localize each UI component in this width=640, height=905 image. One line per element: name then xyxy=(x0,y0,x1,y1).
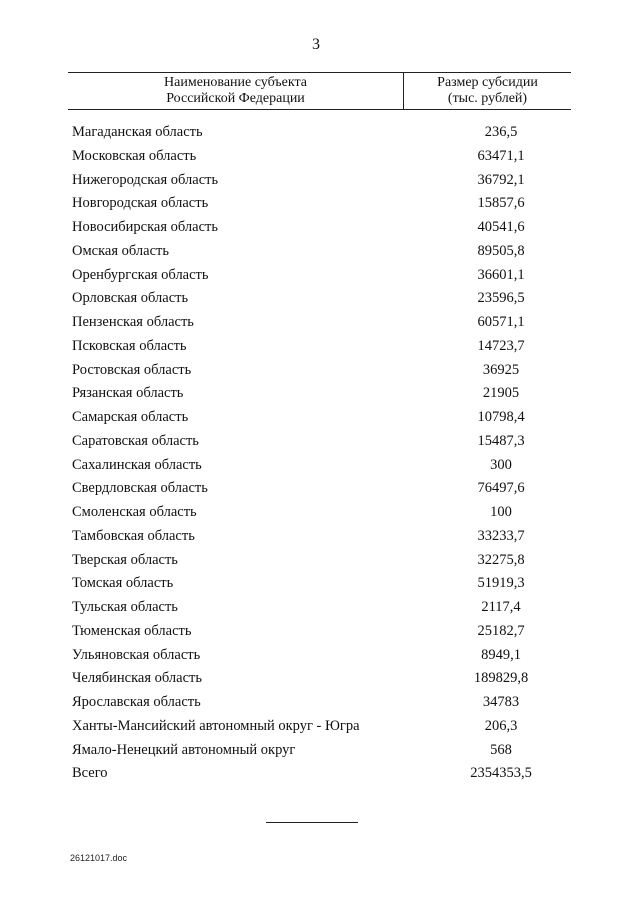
subject-name: Новгородская область xyxy=(72,195,209,212)
subject-name: Орловская область xyxy=(72,290,189,307)
table-row xyxy=(72,266,572,290)
subsidy-amount: 34783 xyxy=(482,694,520,710)
subject-name: Ямало-Ненецкий автономный округ xyxy=(72,741,296,758)
subject-name: Тюменская область xyxy=(72,622,192,639)
table-row xyxy=(72,741,572,765)
subject-name: Нижегородская область xyxy=(72,171,219,188)
subsidy-amount: 10798,4 xyxy=(477,409,525,425)
subject-name: Самарская область xyxy=(72,409,189,425)
subsidy-amount: 63471,1 xyxy=(477,147,525,164)
table-row xyxy=(72,717,572,741)
subject-name: Новосибирская область xyxy=(72,219,218,235)
subject-name: Оренбургская область xyxy=(72,266,209,283)
subject-name: Рязанская область xyxy=(72,385,184,402)
table-row xyxy=(72,289,572,313)
table-row xyxy=(72,669,572,693)
table-row xyxy=(72,313,572,337)
subject-name: Магаданская область xyxy=(72,124,203,140)
table-row xyxy=(72,646,572,670)
table-row xyxy=(72,384,572,408)
subsidy-amount: 206,3 xyxy=(484,717,518,734)
subject-name: Смоленская область xyxy=(72,504,197,520)
table-body xyxy=(72,123,572,788)
subsidy-amount: 21905 xyxy=(482,385,520,402)
subject-name: Ростовская область xyxy=(72,361,192,378)
subject-name: Ульяновская область xyxy=(72,646,201,663)
subject-name: Московская область xyxy=(72,147,197,164)
subsidy-amount: 300 xyxy=(490,456,512,473)
subject-name: Сахалинская область xyxy=(72,456,202,473)
subsidy-amount: 89505,8 xyxy=(477,242,525,259)
subsidy-amount: 36601,1 xyxy=(477,266,525,283)
subsidy-amount: 189829,8 xyxy=(473,670,529,687)
table-header xyxy=(68,72,571,110)
table-row xyxy=(72,622,572,646)
subsidy-amount: 36792,1 xyxy=(477,171,525,188)
subsidy-amount: 33233,7 xyxy=(477,527,525,544)
page-number: 3 xyxy=(312,36,320,53)
subsidy-amount: 23596,5 xyxy=(477,290,525,307)
table-row xyxy=(72,598,572,622)
subsidy-amount: 236,5 xyxy=(484,124,518,140)
subject-name: Ханты-Мансийский автономный округ - Югра xyxy=(72,717,360,734)
subsidy-amount: 568 xyxy=(490,741,512,758)
header-subsidy-line1: Размер субсидии xyxy=(437,75,538,90)
subsidy-amount: 2117,4 xyxy=(481,599,521,615)
table-row xyxy=(72,432,572,456)
subsidy-amount: 15857,6 xyxy=(477,195,525,212)
subsidy-amount: 51919,3 xyxy=(477,575,525,592)
subsidy-amount: 76497,6 xyxy=(477,480,525,497)
subsidy-amount: 36925 xyxy=(482,361,520,378)
table-row xyxy=(72,574,572,598)
subject-name: Саратовская область xyxy=(72,432,199,449)
subsidy-amount: 14723,7 xyxy=(477,337,525,354)
table-row xyxy=(72,693,572,717)
header-subsidy-column xyxy=(404,75,571,107)
document-filename: 26121017.doc xyxy=(70,853,128,863)
table-row xyxy=(72,194,572,218)
subsidy-amount: 60571,1 xyxy=(477,314,525,330)
table-row xyxy=(72,171,572,195)
subject-name: Челябинская область xyxy=(72,670,202,687)
table-row xyxy=(72,527,572,551)
table-row xyxy=(72,361,572,385)
subject-name: Свердловская область xyxy=(72,480,208,497)
subsidy-amount: 100 xyxy=(490,504,512,520)
subsidy-amount: 8949,1 xyxy=(481,646,521,663)
subsidy-amount: 32275,8 xyxy=(477,551,525,568)
subject-name: Тульская область xyxy=(72,599,178,615)
table-row xyxy=(72,551,572,575)
subsidy-amount: 2354353,5 xyxy=(470,765,532,782)
subject-name: Ярославская область xyxy=(72,694,201,710)
footer-rule xyxy=(266,822,358,823)
table-row xyxy=(72,337,572,361)
subject-name: Тамбовская область xyxy=(72,527,195,544)
table-row xyxy=(72,242,572,266)
table-row xyxy=(72,147,572,171)
subject-name: Псковская область xyxy=(72,337,187,354)
header-subject-line1: Наименование субъекта xyxy=(164,75,307,90)
subject-name: Пензенская область xyxy=(72,314,194,330)
header-subject-line2: Российской Федерации xyxy=(166,91,305,106)
table-row xyxy=(72,408,572,432)
subsidy-amount: 40541,6 xyxy=(477,219,525,235)
table-row xyxy=(72,764,572,788)
table-row xyxy=(72,479,572,503)
table-row xyxy=(72,503,572,527)
subject-name: Омская область xyxy=(72,242,169,259)
table-row xyxy=(72,123,572,147)
table-row xyxy=(72,218,572,242)
subsidy-amount: 15487,3 xyxy=(477,432,525,449)
subsidy-amount: 25182,7 xyxy=(477,622,525,639)
header-subject-column xyxy=(68,75,403,107)
subject-name: Тверская область xyxy=(72,551,178,568)
subject-name: Всего xyxy=(72,765,108,782)
header-subsidy-line2: (тыс. рублей) xyxy=(447,91,528,106)
table-row xyxy=(72,456,572,480)
subject-name: Томская область xyxy=(72,575,174,592)
